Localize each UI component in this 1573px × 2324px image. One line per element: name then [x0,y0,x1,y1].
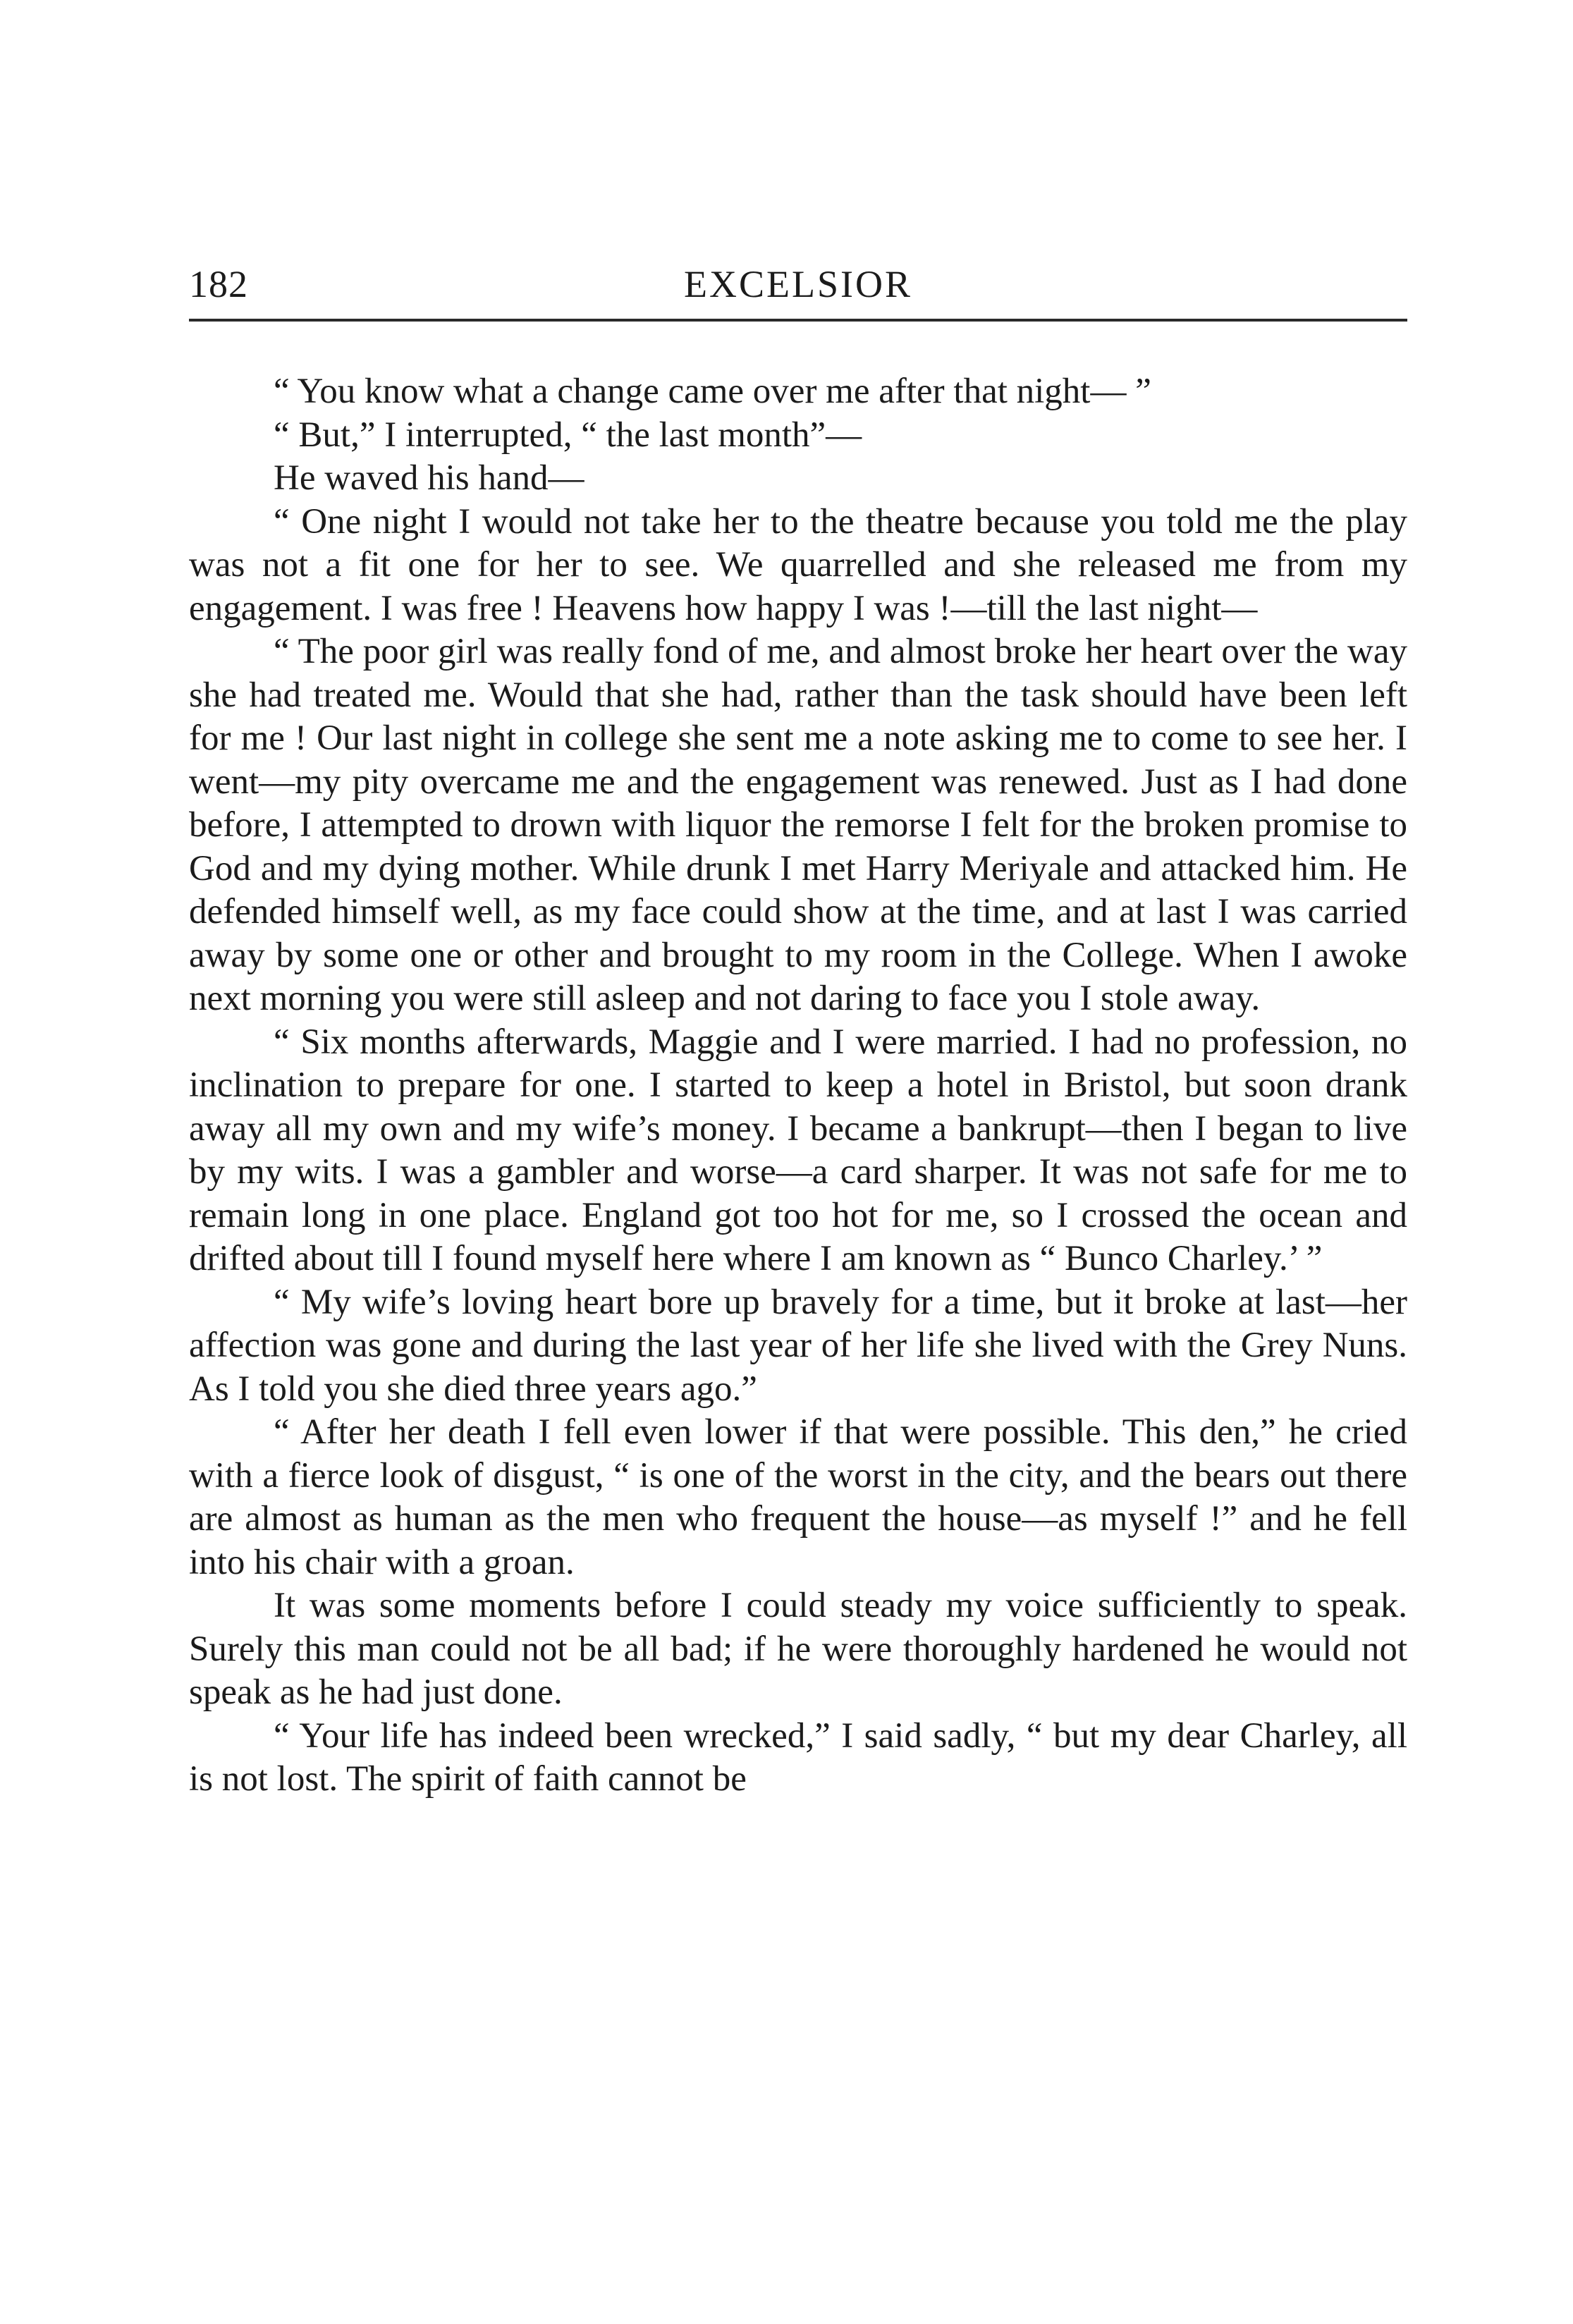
paragraph: It was some moments before I could steady my voice sufficiently to speak. Surely this man could not be all bad; if he were thoroughly hardened he would not speak as he had just done. [189,1586,1407,1712]
paragraph: “ Your life has indeed been wrecked,” I said sadly, “ but my dear Charley, all is not lost. The spirit of faith cannot be [189,1716,1407,1799]
paragraph: “ My wife’s loving heart bore up bravely for a time, but it broke at last—her affection was gone and during the last year of her life she lived with the Grey Nuns. As I told you she died three years ago.” [189,1282,1407,1409]
header-rule [189,319,1407,322]
paragraph: “ After her death I fell even lower if that were possible. This den,” he cried with a fierce look of disgust, “ is one of the worst in the city, and the bears out there are almost as human as the men who frequent the house—as myself !” and he fell into his chair with a groan. [189,1412,1407,1582]
paragraph: “ But,” I interrupted, “ the last month”— [274,415,862,455]
body-text [189,370,1407,1802]
page-number: 182 [189,263,248,305]
paragraph: “ The poor girl was really fond of me, and almost broke her heart over the way she had treated me. Would that she had, rather than the task should have been left for me ! Our last night in college she sent me a note asking me to come to see her. I went—my pity overcame me and the engagement was renewed. Just as I had done before, I attempted to drown with liquor the remorse I felt for the broken promise to God and my dying mother. While drunk I met Harry Meriyale and attacked him. He defended himself well, as my face could show at the time, and at last I was carried away by some one or other and brought to my room in the College. When I awoke next morning you were still asleep and not daring to face you I stole away. [189,632,1407,1018]
running-title: EXCELSIOR [684,263,912,305]
paragraph: “ You know what a change came over me after that night— ” [274,372,1151,411]
paragraph: He waved his hand— [274,458,584,498]
paragraph: “ Six months afterwards, Maggie and I were married. I had no profession, no inclination to prepare for one. I started to keep a hotel in Bristol, but soon drank away all my own and my wife’s money. I became a bankrupt—then I began to live by my wits. I was a gambler and worse—a card sharper. It was not safe for me to remain long in one place. England got too hot for me, so I crossed the ocean and drifted about till I found myself here where I am known as “ Bunco Charley.’ ” [189,1022,1407,1278]
page-header [189,259,1407,309]
paragraph: “ One night I would not take her to the theatre because you told me the play was not a fit one for her to see. We quarrelled and she released me from my engagement. I was free ! Heavens how happy I was !—till the last night— [189,501,1407,628]
